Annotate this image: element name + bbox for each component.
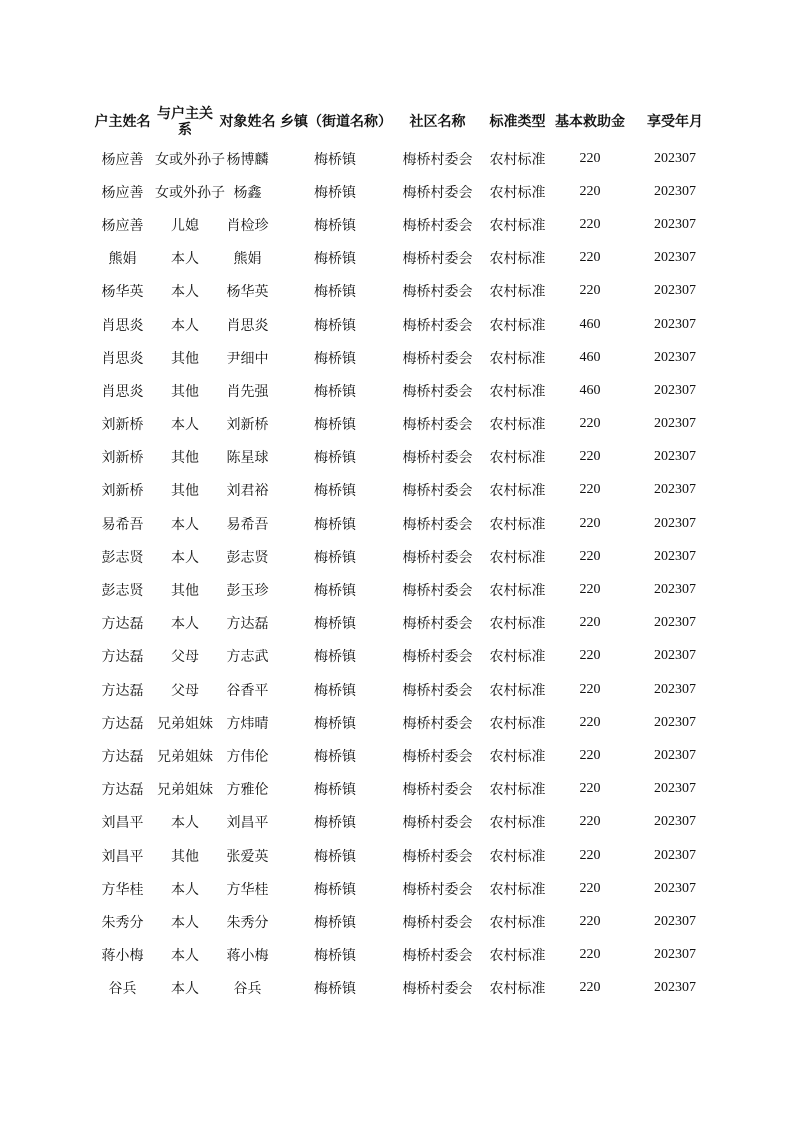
cell-household-head: 肖思炎 bbox=[101, 350, 144, 367]
table-row bbox=[90, 640, 720, 673]
cell-relationship: 其他 bbox=[171, 450, 199, 467]
cell-recipient-name: 彭玉珍 bbox=[226, 583, 269, 600]
cell-recipient-name: 方达磊 bbox=[226, 616, 269, 633]
cell-standard-type: 农村标准 bbox=[489, 848, 546, 865]
cell-recipient-name: 张爱英 bbox=[226, 848, 269, 865]
cell-town: 梅桥镇 bbox=[314, 251, 356, 268]
cell-basic-aid: 220 bbox=[579, 416, 601, 432]
cell-recipient-name: 方华桂 bbox=[226, 881, 269, 898]
cell-basic-aid: 460 bbox=[579, 382, 601, 398]
cell-community: 梅桥村委会 bbox=[402, 284, 473, 301]
cell-basic-aid: 220 bbox=[579, 283, 601, 299]
cell-recipient-name: 方炜晴 bbox=[226, 715, 269, 732]
table-row bbox=[90, 939, 720, 972]
table-row bbox=[90, 773, 720, 806]
cell-basic-aid: 220 bbox=[579, 648, 601, 664]
cell-community: 梅桥村委会 bbox=[402, 583, 473, 600]
cell-relationship: 本人 bbox=[171, 914, 199, 931]
cell-benefit-month: 202307 bbox=[654, 615, 696, 631]
cell-standard-type: 农村标准 bbox=[489, 383, 546, 400]
cell-town: 梅桥镇 bbox=[314, 948, 356, 965]
cell-benefit-month: 202307 bbox=[654, 283, 696, 299]
table-row bbox=[90, 739, 720, 772]
cell-household-head: 刘新桥 bbox=[101, 483, 144, 500]
cell-basic-aid: 220 bbox=[579, 582, 601, 598]
cell-relationship: 父母 bbox=[171, 682, 199, 699]
cell-benefit-month: 202307 bbox=[654, 316, 696, 332]
cell-town: 梅桥镇 bbox=[314, 782, 356, 799]
cell-relationship: 本人 bbox=[171, 948, 199, 965]
cell-recipient-name: 肖检珍 bbox=[226, 217, 269, 234]
cell-household-head: 刘新桥 bbox=[101, 417, 144, 434]
cell-benefit-month: 202307 bbox=[654, 814, 696, 830]
cell-town: 梅桥镇 bbox=[314, 981, 356, 998]
table-row bbox=[90, 540, 720, 573]
cell-town: 梅桥镇 bbox=[314, 184, 356, 201]
cell-basic-aid: 220 bbox=[579, 548, 601, 564]
cell-standard-type: 农村标准 bbox=[489, 317, 546, 334]
cell-household-head: 方华桂 bbox=[101, 881, 144, 898]
cell-town: 梅桥镇 bbox=[314, 549, 356, 566]
cell-standard-type: 农村标准 bbox=[489, 251, 546, 268]
cell-relationship: 兄弟姐妹 bbox=[157, 782, 213, 799]
cell-relationship: 其他 bbox=[171, 383, 199, 400]
cell-basic-aid: 220 bbox=[579, 183, 601, 199]
cell-relationship: 其他 bbox=[171, 483, 199, 500]
cell-household-head: 方达磊 bbox=[101, 782, 144, 799]
cell-community: 梅桥村委会 bbox=[402, 815, 473, 832]
cell-household-head: 方达磊 bbox=[101, 682, 144, 699]
cell-basic-aid: 220 bbox=[579, 216, 601, 232]
cell-relationship: 本人 bbox=[171, 417, 199, 434]
table-row bbox=[90, 839, 720, 872]
cell-standard-type: 农村标准 bbox=[489, 948, 546, 965]
cell-basic-aid: 220 bbox=[579, 615, 601, 631]
cell-basic-aid: 220 bbox=[579, 880, 601, 896]
cell-community: 梅桥村委会 bbox=[402, 184, 473, 201]
cell-household-head: 肖思炎 bbox=[101, 383, 144, 400]
cell-basic-aid: 460 bbox=[579, 316, 601, 332]
cell-benefit-month: 202307 bbox=[654, 648, 696, 664]
cell-household-head: 方达磊 bbox=[101, 748, 144, 765]
cell-community: 梅桥村委会 bbox=[402, 649, 473, 666]
cell-community: 梅桥村委会 bbox=[402, 383, 473, 400]
cell-town: 梅桥镇 bbox=[314, 450, 356, 467]
cell-benefit-month: 202307 bbox=[654, 416, 696, 432]
cell-town: 梅桥镇 bbox=[314, 151, 356, 168]
cell-relationship: 其他 bbox=[171, 583, 199, 600]
cell-community: 梅桥村委会 bbox=[402, 848, 473, 865]
cell-community: 梅桥村委会 bbox=[402, 981, 473, 998]
cell-town: 梅桥镇 bbox=[314, 284, 356, 301]
cell-town: 梅桥镇 bbox=[314, 914, 356, 931]
cell-basic-aid: 220 bbox=[579, 814, 601, 830]
table-row bbox=[90, 607, 720, 640]
table-row bbox=[90, 142, 720, 175]
table-row bbox=[90, 441, 720, 474]
cell-household-head: 朱秀分 bbox=[101, 914, 144, 931]
cell-household-head: 杨应善 bbox=[101, 184, 144, 201]
cell-town: 梅桥镇 bbox=[314, 383, 356, 400]
cell-benefit-month: 202307 bbox=[654, 880, 696, 896]
cell-benefit-month: 202307 bbox=[654, 250, 696, 266]
cell-benefit-month: 202307 bbox=[654, 482, 696, 498]
cell-household-head: 刘昌平 bbox=[101, 815, 144, 832]
cell-household-head: 杨华英 bbox=[101, 284, 144, 301]
cell-benefit-month: 202307 bbox=[654, 183, 696, 199]
cell-standard-type: 农村标准 bbox=[489, 516, 546, 533]
cell-benefit-month: 202307 bbox=[654, 913, 696, 929]
header-basic-aid: 基本救助金 bbox=[555, 114, 625, 130]
cell-household-head: 彭志贤 bbox=[101, 583, 144, 600]
cell-community: 梅桥村委会 bbox=[402, 748, 473, 765]
cell-standard-type: 农村标准 bbox=[489, 782, 546, 799]
cell-community: 梅桥村委会 bbox=[402, 483, 473, 500]
cell-recipient-name: 刘君裕 bbox=[226, 483, 269, 500]
cell-relationship: 父母 bbox=[171, 649, 199, 666]
assistance-table bbox=[90, 102, 720, 1005]
cell-basic-aid: 220 bbox=[579, 781, 601, 797]
cell-standard-type: 农村标准 bbox=[489, 184, 546, 201]
table-row bbox=[90, 208, 720, 241]
cell-town: 梅桥镇 bbox=[314, 848, 356, 865]
table-row bbox=[90, 275, 720, 308]
cell-standard-type: 农村标准 bbox=[489, 151, 546, 168]
assistance-list-sheet bbox=[90, 102, 730, 1005]
cell-relationship: 本人 bbox=[171, 981, 199, 998]
cell-household-head: 谷兵 bbox=[108, 981, 137, 998]
cell-recipient-name: 肖思炎 bbox=[226, 317, 269, 334]
cell-recipient-name: 杨鑫 bbox=[233, 184, 262, 201]
table-row bbox=[90, 474, 720, 507]
cell-recipient-name: 杨博麟 bbox=[226, 151, 269, 168]
cell-recipient-name: 方雅伦 bbox=[226, 782, 269, 799]
cell-community: 梅桥村委会 bbox=[402, 782, 473, 799]
cell-community: 梅桥村委会 bbox=[402, 881, 473, 898]
header-relationship: 与户主关系 bbox=[157, 106, 213, 138]
cell-recipient-name: 熊娟 bbox=[233, 251, 262, 268]
cell-benefit-month: 202307 bbox=[654, 449, 696, 465]
cell-basic-aid: 220 bbox=[579, 150, 601, 166]
cell-recipient-name: 尹细中 bbox=[226, 350, 269, 367]
cell-community: 梅桥村委会 bbox=[402, 350, 473, 367]
cell-recipient-name: 刘新桥 bbox=[226, 417, 269, 434]
header-benefit-month: 享受年月 bbox=[647, 114, 703, 130]
cell-basic-aid: 220 bbox=[579, 913, 601, 929]
cell-household-head: 易希吾 bbox=[101, 516, 144, 533]
cell-community: 梅桥村委会 bbox=[402, 251, 473, 268]
cell-town: 梅桥镇 bbox=[314, 748, 356, 765]
table-row bbox=[90, 706, 720, 739]
cell-standard-type: 农村标准 bbox=[489, 583, 546, 600]
cell-community: 梅桥村委会 bbox=[402, 715, 473, 732]
cell-recipient-name: 刘昌平 bbox=[226, 815, 269, 832]
table-row bbox=[90, 673, 720, 706]
cell-relationship: 本人 bbox=[171, 516, 199, 533]
cell-recipient-name: 易希吾 bbox=[226, 516, 269, 533]
cell-community: 梅桥村委会 bbox=[402, 914, 473, 931]
cell-household-head: 蒋小梅 bbox=[101, 948, 144, 965]
cell-basic-aid: 220 bbox=[579, 714, 601, 730]
cell-recipient-name: 杨华英 bbox=[226, 284, 269, 301]
cell-recipient-name: 肖先强 bbox=[226, 383, 269, 400]
cell-standard-type: 农村标准 bbox=[489, 450, 546, 467]
table-row bbox=[90, 242, 720, 275]
cell-benefit-month: 202307 bbox=[654, 349, 696, 365]
table-row bbox=[90, 374, 720, 407]
cell-relationship: 女或外孙子 bbox=[155, 151, 225, 168]
cell-recipient-name: 谷香平 bbox=[226, 682, 269, 699]
table-row bbox=[90, 872, 720, 905]
cell-benefit-month: 202307 bbox=[654, 382, 696, 398]
cell-town: 梅桥镇 bbox=[314, 350, 356, 367]
cell-household-head: 刘昌平 bbox=[101, 848, 144, 865]
cell-standard-type: 农村标准 bbox=[489, 748, 546, 765]
cell-household-head: 熊娟 bbox=[108, 251, 137, 268]
cell-benefit-month: 202307 bbox=[654, 681, 696, 697]
cell-community: 梅桥村委会 bbox=[402, 151, 473, 168]
cell-recipient-name: 谷兵 bbox=[233, 981, 262, 998]
table-row bbox=[90, 341, 720, 374]
table-row bbox=[90, 972, 720, 1005]
cell-basic-aid: 460 bbox=[579, 349, 601, 365]
header-town: 乡镇（街道名称） bbox=[280, 114, 392, 130]
cell-benefit-month: 202307 bbox=[654, 150, 696, 166]
cell-relationship: 兄弟姐妹 bbox=[157, 748, 213, 765]
cell-basic-aid: 220 bbox=[579, 681, 601, 697]
cell-household-head: 方达磊 bbox=[101, 616, 144, 633]
cell-basic-aid: 220 bbox=[579, 980, 601, 996]
header-recipient-name: 对象姓名 bbox=[219, 114, 276, 130]
table-row bbox=[90, 806, 720, 839]
cell-relationship: 其他 bbox=[171, 848, 199, 865]
cell-benefit-month: 202307 bbox=[654, 781, 696, 797]
cell-town: 梅桥镇 bbox=[314, 715, 356, 732]
cell-relationship: 兄弟姐妹 bbox=[157, 715, 213, 732]
cell-basic-aid: 220 bbox=[579, 947, 601, 963]
cell-town: 梅桥镇 bbox=[314, 583, 356, 600]
cell-basic-aid: 220 bbox=[579, 847, 601, 863]
cell-relationship: 本人 bbox=[171, 549, 199, 566]
cell-standard-type: 农村标准 bbox=[489, 649, 546, 666]
cell-town: 梅桥镇 bbox=[314, 649, 356, 666]
cell-basic-aid: 220 bbox=[579, 482, 601, 498]
cell-recipient-name: 蒋小梅 bbox=[226, 948, 269, 965]
table-row bbox=[90, 308, 720, 341]
cell-benefit-month: 202307 bbox=[654, 980, 696, 996]
cell-relationship: 女或外孙子 bbox=[155, 184, 225, 201]
header-community: 社区名称 bbox=[409, 114, 466, 130]
cell-town: 梅桥镇 bbox=[314, 616, 356, 633]
table-row bbox=[90, 507, 720, 540]
cell-benefit-month: 202307 bbox=[654, 548, 696, 564]
table-header-row bbox=[90, 102, 720, 142]
cell-basic-aid: 220 bbox=[579, 449, 601, 465]
table-body bbox=[90, 142, 720, 1005]
cell-benefit-month: 202307 bbox=[654, 714, 696, 730]
cell-benefit-month: 202307 bbox=[654, 847, 696, 863]
cell-household-head: 杨应善 bbox=[101, 217, 144, 234]
cell-basic-aid: 220 bbox=[579, 515, 601, 531]
cell-town: 梅桥镇 bbox=[314, 815, 356, 832]
cell-community: 梅桥村委会 bbox=[402, 948, 473, 965]
cell-recipient-name: 方志武 bbox=[226, 649, 269, 666]
header-household-head: 户主姓名 bbox=[94, 114, 151, 130]
cell-town: 梅桥镇 bbox=[314, 881, 356, 898]
cell-standard-type: 农村标准 bbox=[489, 549, 546, 566]
cell-standard-type: 农村标准 bbox=[489, 815, 546, 832]
cell-household-head: 杨应善 bbox=[101, 151, 144, 168]
cell-standard-type: 农村标准 bbox=[489, 483, 546, 500]
cell-standard-type: 农村标准 bbox=[489, 981, 546, 998]
cell-standard-type: 农村标准 bbox=[489, 417, 546, 434]
cell-standard-type: 农村标准 bbox=[489, 217, 546, 234]
cell-benefit-month: 202307 bbox=[654, 747, 696, 763]
cell-household-head: 刘新桥 bbox=[101, 450, 144, 467]
cell-household-head: 肖思炎 bbox=[101, 317, 144, 334]
cell-household-head: 方达磊 bbox=[101, 715, 144, 732]
cell-relationship: 本人 bbox=[171, 815, 199, 832]
cell-recipient-name: 彭志贤 bbox=[226, 549, 269, 566]
table-row bbox=[90, 905, 720, 938]
table-row bbox=[90, 573, 720, 606]
cell-relationship: 本人 bbox=[171, 881, 199, 898]
cell-community: 梅桥村委会 bbox=[402, 616, 473, 633]
cell-standard-type: 农村标准 bbox=[489, 350, 546, 367]
cell-community: 梅桥村委会 bbox=[402, 217, 473, 234]
cell-town: 梅桥镇 bbox=[314, 317, 356, 334]
cell-community: 梅桥村委会 bbox=[402, 549, 473, 566]
cell-recipient-name: 方伟伦 bbox=[226, 748, 269, 765]
cell-recipient-name: 陈星球 bbox=[226, 450, 269, 467]
cell-standard-type: 农村标准 bbox=[489, 914, 546, 931]
cell-standard-type: 农村标准 bbox=[489, 682, 546, 699]
cell-relationship: 本人 bbox=[171, 251, 199, 268]
cell-household-head: 方达磊 bbox=[101, 649, 144, 666]
cell-town: 梅桥镇 bbox=[314, 217, 356, 234]
cell-household-head: 彭志贤 bbox=[101, 549, 144, 566]
header-standard-type: 标准类型 bbox=[489, 114, 546, 130]
table-row bbox=[90, 408, 720, 441]
cell-standard-type: 农村标准 bbox=[489, 881, 546, 898]
cell-relationship: 本人 bbox=[171, 317, 199, 334]
cell-benefit-month: 202307 bbox=[654, 515, 696, 531]
cell-standard-type: 农村标准 bbox=[489, 284, 546, 301]
cell-benefit-month: 202307 bbox=[654, 947, 696, 963]
cell-relationship: 本人 bbox=[171, 284, 199, 301]
cell-community: 梅桥村委会 bbox=[402, 682, 473, 699]
cell-basic-aid: 220 bbox=[579, 250, 601, 266]
cell-recipient-name: 朱秀分 bbox=[226, 914, 269, 931]
cell-standard-type: 农村标准 bbox=[489, 715, 546, 732]
cell-basic-aid: 220 bbox=[579, 747, 601, 763]
cell-relationship: 本人 bbox=[171, 616, 199, 633]
cell-town: 梅桥镇 bbox=[314, 682, 356, 699]
table-row bbox=[90, 175, 720, 208]
cell-benefit-month: 202307 bbox=[654, 216, 696, 232]
cell-town: 梅桥镇 bbox=[314, 417, 356, 434]
cell-community: 梅桥村委会 bbox=[402, 417, 473, 434]
cell-relationship: 儿媳 bbox=[171, 217, 199, 234]
cell-relationship: 其他 bbox=[171, 350, 199, 367]
cell-community: 梅桥村委会 bbox=[402, 317, 473, 334]
cell-community: 梅桥村委会 bbox=[402, 516, 473, 533]
cell-community: 梅桥村委会 bbox=[402, 450, 473, 467]
cell-town: 梅桥镇 bbox=[314, 483, 356, 500]
cell-standard-type: 农村标准 bbox=[489, 616, 546, 633]
cell-benefit-month: 202307 bbox=[654, 582, 696, 598]
cell-town: 梅桥镇 bbox=[314, 516, 356, 533]
